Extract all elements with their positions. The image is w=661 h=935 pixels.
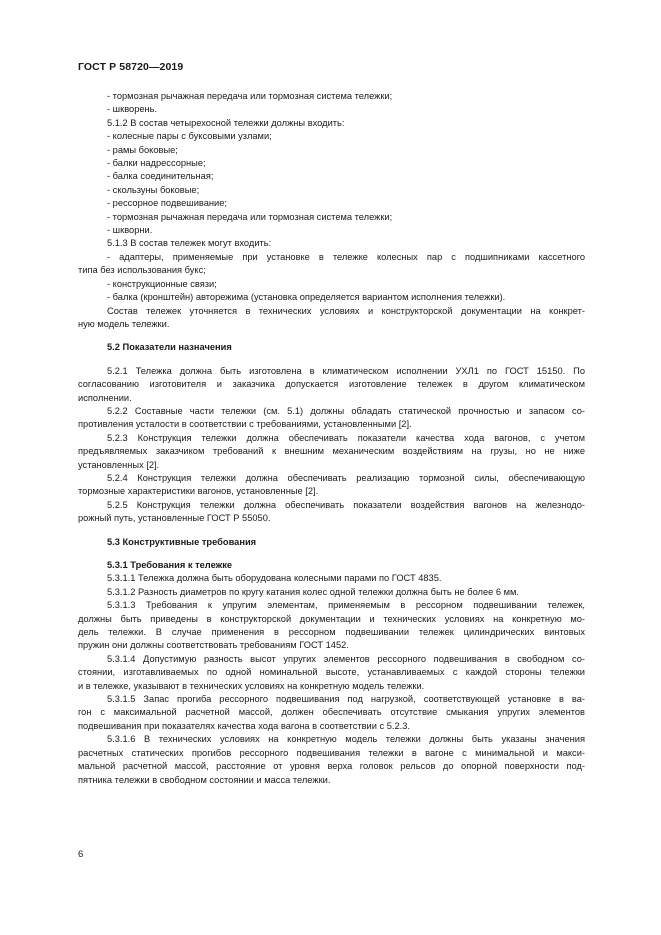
text-line: гон с максимальной расчетной массой, должен обеспечивать отсутствие смыкания упругих элементов bbox=[78, 707, 585, 718]
text-line: 5.2.3 Конструкция тележки должна обеспечивать показатели качества хода вагонов, с учетом bbox=[107, 432, 585, 443]
section-heading: 5.3.1 Требования к тележке bbox=[107, 560, 233, 570]
text-line: типа без использования букс; bbox=[78, 265, 206, 276]
text-line: предъявляемых заказчиком требований к внешним механическим воздействиям на грузы, но не ниже bbox=[78, 446, 585, 457]
text-line: ную модель тележки. bbox=[78, 318, 170, 329]
text-line: - шкворни. bbox=[107, 225, 153, 236]
text-line: должны быть приведены в конструкторской документации и технических условиях на конкретную мо- bbox=[78, 613, 585, 624]
text-line: 5.3.1.1 Тележка должна быть оборудована колесными парами по ГОСТ 4835. bbox=[107, 573, 442, 584]
text-line: расчетных статических прогибов рессорного подвешивания тележки в вагоне с минимальной и макси- bbox=[78, 747, 585, 758]
text-line: пружин они должны соответствовать требованиям ГОСТ 1452. bbox=[78, 640, 349, 651]
text-line: рожный путь, установленные ГОСТ Р 55050. bbox=[78, 513, 271, 524]
text-line: 5.3.1.5 Запас прогиба рессорного подвешивания под нагрузкой, соответствующей установке в ва- bbox=[107, 694, 585, 705]
text-line: 5.2.1 Тележка должна быть изготовлена в климатическом исполнении УХЛ1 по ГОСТ 15150. По bbox=[107, 365, 585, 376]
document-header: ГОСТ Р 58720—2019 bbox=[78, 61, 184, 73]
text-line: Состав тележек уточняется в технических условиях и конструкторской документации на конкрет- bbox=[107, 305, 585, 316]
page-number: 6 bbox=[78, 849, 84, 860]
text-line: - тормозная рычажная передача или тормозная система тележки; bbox=[107, 91, 393, 101]
text-line: и в тележке, указывают в технических условиях на конкретную модель тележки. bbox=[78, 680, 425, 691]
text-line: - шкворень. bbox=[107, 104, 158, 115]
text-line: - балка соединительная; bbox=[107, 171, 214, 182]
text-line: 5.2.5 Конструкция тележки должна обеспечивать показатели воздействия вагонов на железнодо- bbox=[107, 499, 585, 510]
text-line: 5.3.1.3 Требования к упругим элементам, применяемым в рессорном подвешивании тележек, bbox=[107, 600, 585, 611]
text-line: противления усталости в соответствии с требованиями, установленными [2]. bbox=[78, 419, 412, 430]
text-line: - колесные пары с буксовыми узлами; bbox=[107, 131, 272, 142]
text-line: согласованию изготовителя и заказчика допускается изготовление тележек в другом климатическом bbox=[78, 379, 585, 390]
paragraph-spacer bbox=[78, 331, 585, 341]
text-line: 5.1.3 В состав тележек могут входить: bbox=[107, 238, 272, 249]
text-line: - балки надрессорные; bbox=[107, 158, 206, 169]
paragraph-spacer bbox=[78, 549, 585, 559]
text-line: исполнении. bbox=[78, 392, 132, 403]
section-heading: 5.2 Показатели назначения bbox=[107, 342, 232, 353]
text-line: 5.3.1.4 Допустимую разность высот упругих элементов рессорного подвешивания в свободном со- bbox=[107, 653, 585, 664]
text-line: 5.2.4 Конструкция тележки должна обеспечивать реализацию тормозной силы, обеспечивающую bbox=[107, 472, 585, 483]
paragraph-spacer bbox=[78, 526, 585, 536]
text-line: - тормозная рычажная передача или тормозная система тележки; bbox=[107, 211, 393, 222]
text-line: стоянии, изготавливаемых по одной номинальной высоте, устанавливаемых с каждой стороны тележки bbox=[78, 667, 585, 678]
document-body bbox=[78, 90, 585, 787]
text-line: - рессорное подвешивание; bbox=[107, 198, 227, 209]
section-heading: 5.3 Конструктивные требования bbox=[107, 536, 257, 547]
paragraph-spacer bbox=[78, 355, 585, 365]
text-line: тормозные характеристики вагонов, установленные [2]. bbox=[78, 486, 319, 497]
text-line: пятника тележки в свободном состоянии и масса тележки. bbox=[78, 774, 331, 785]
text-line: 5.3.1.6 В технических условиях на конкретную модель тележки должны быть указаны значения bbox=[107, 734, 585, 745]
text-line: мальной расчетной массой, расстояние от уровня верха головок рельсов до опорной поверхности под- bbox=[78, 761, 585, 772]
text-line: дель тележки. В случае применения в рессорном подвешивании тележек цилиндрических винтовых bbox=[78, 627, 585, 638]
text-line: 5.1.2 В состав четырехосной тележки должны входить: bbox=[107, 117, 345, 128]
text-line: - конструкционные связи; bbox=[107, 278, 217, 289]
text-line: подвешивания при показателях качества хода вагона в соответствии с 5.2.3. bbox=[78, 720, 410, 731]
text-line: - скользуны боковые; bbox=[107, 184, 200, 195]
text-line: - балка (кронштейн) авторежима (установка определяется вариантом исполнения тележки). bbox=[107, 292, 506, 303]
text-line: 5.2.2 Составные части тележки (см. 5.1) должны обладать статической прочностью и запасом со- bbox=[107, 405, 585, 416]
text-line: 5.3.1.2 Разность диаметров по кругу катания колес одной тележки должна быть не более 6 мм. bbox=[107, 586, 519, 597]
text-line: установленных [2]. bbox=[78, 459, 160, 470]
text-line: - рамы боковые; bbox=[107, 144, 178, 155]
text-line: - адаптеры, применяемые при установке в тележке колесных пар с подшипниками кассетного bbox=[107, 251, 585, 262]
